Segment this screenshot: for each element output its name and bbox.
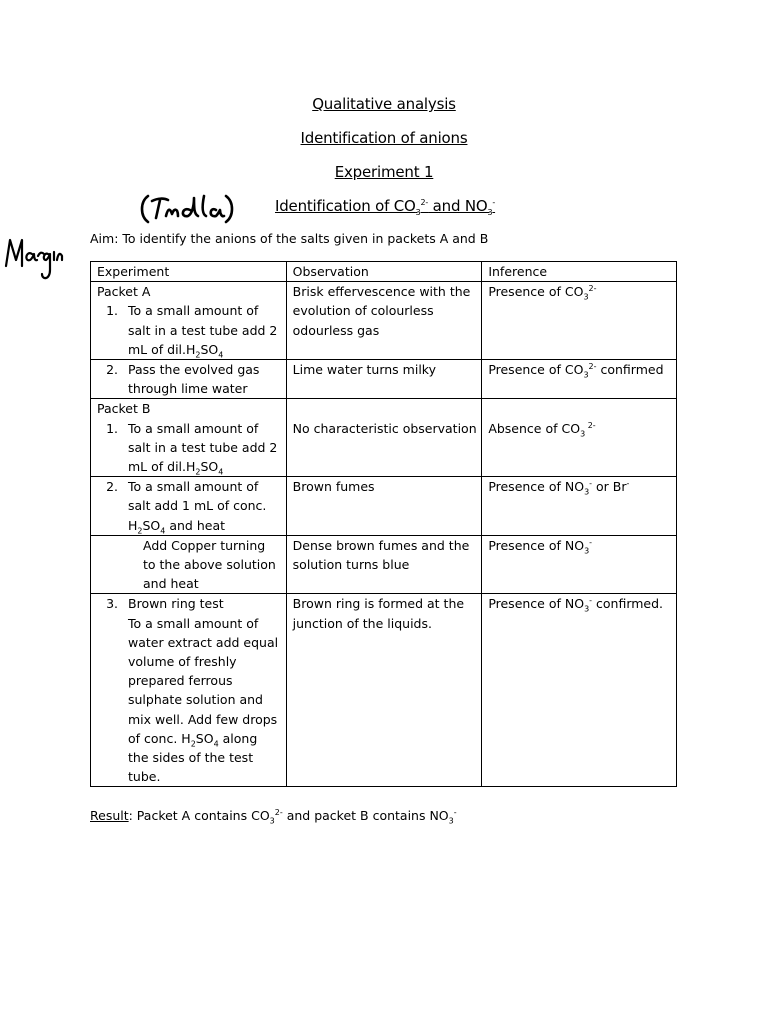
table-row <box>91 594 677 787</box>
step-text: To a small amount of water extract add equal volume of freshly prepared ferrous sulphate solution and mix well. Add few drops of conc. $H_2SO_4$ along the sides of the test tube. <box>128 615 279 785</box>
packet-b-label: Packet B <box>97 401 151 417</box>
title-qualitative-analysis: Qualitative analysis <box>312 95 456 113</box>
cell-inference: Presence of $CO_3^{2-}$ confirmed <box>482 360 677 399</box>
step-number: 2. <box>106 362 118 378</box>
cell-observation: Dense brown fumes and the solution turns blue <box>286 535 482 594</box>
table-row <box>91 282 677 360</box>
cell-experiment <box>91 282 287 360</box>
table-row <box>91 477 677 536</box>
table-row <box>91 399 677 477</box>
cell-experiment <box>91 360 287 399</box>
analysis-table <box>90 261 677 787</box>
cell-experiment <box>91 535 287 594</box>
result-label: Result <box>90 808 129 823</box>
header-experiment: Experiment <box>91 262 287 282</box>
title-experiment-number: Experiment 1 <box>334 163 434 181</box>
handwritten-annotation-margin <box>2 234 66 286</box>
cell-inference: Absence of $CO_3$ $^{2-}$ <box>482 399 677 477</box>
cell-observation: No characteristic observation <box>286 399 482 477</box>
step-number: 1. <box>106 303 118 319</box>
step-text: To a small amount of salt in a test tube add 2 mL of $dil.H_2SO_4$ <box>128 303 278 360</box>
title-identification-of-anions: Identification of anions <box>300 129 468 147</box>
title-identification-co3-no3: Identification of $CO_3^{2-}$ and $NO_3^-$ <box>275 197 496 217</box>
step-number: 2. <box>106 479 118 495</box>
table-row <box>91 535 677 594</box>
cell-inference: Presence of $CO_3^{2-}$ <box>482 282 677 360</box>
table-header-row <box>91 262 677 282</box>
table-row <box>91 360 677 399</box>
header-observation: Observation <box>286 262 482 282</box>
aim-statement: Aim: To identify the anions of the salts given in packets A and B <box>90 231 489 246</box>
cell-observation: Brown ring is formed at the junction of the liquids. <box>286 594 482 787</box>
step-number: 3. <box>106 596 118 612</box>
cell-inference: Presence of $NO_3^-$ or Br- <box>482 477 677 536</box>
cell-experiment <box>91 477 287 536</box>
step-number: 1. <box>106 420 118 436</box>
result-statement: Result: Packet A contains $CO_3^{2-}$ and packet B contains $NO_3^-$ <box>90 807 457 826</box>
packet-a-label: Packet A <box>97 284 151 300</box>
cell-inference: Presence of $NO_3^-$ confirmed. <box>482 594 677 787</box>
header-inference: Inference <box>482 262 677 282</box>
cell-observation: Lime water turns milky <box>286 360 482 399</box>
brown-ring-test-title: Brown ring test <box>128 596 224 612</box>
handwritten-annotation-india <box>136 192 238 226</box>
step-text: Add Copper turning to the above solution and heat <box>143 537 276 592</box>
cell-observation: Brown fumes <box>286 477 482 536</box>
step-text: To a small amount of salt add 1 mL of conc. $H_2SO_4$ and heat <box>128 479 267 536</box>
cell-experiment <box>91 399 287 477</box>
step-text: To a small amount of salt in a test tube add 2 mL of $dil.H_2SO_4$ <box>128 420 278 477</box>
cell-inference: Presence of $NO_3^-$ <box>482 535 677 594</box>
step-text: Pass the evolved gas through lime water <box>128 362 260 397</box>
cell-experiment <box>91 594 287 787</box>
cell-observation: Brisk effervescence with the evolution of colourless odourless gas <box>286 282 482 360</box>
